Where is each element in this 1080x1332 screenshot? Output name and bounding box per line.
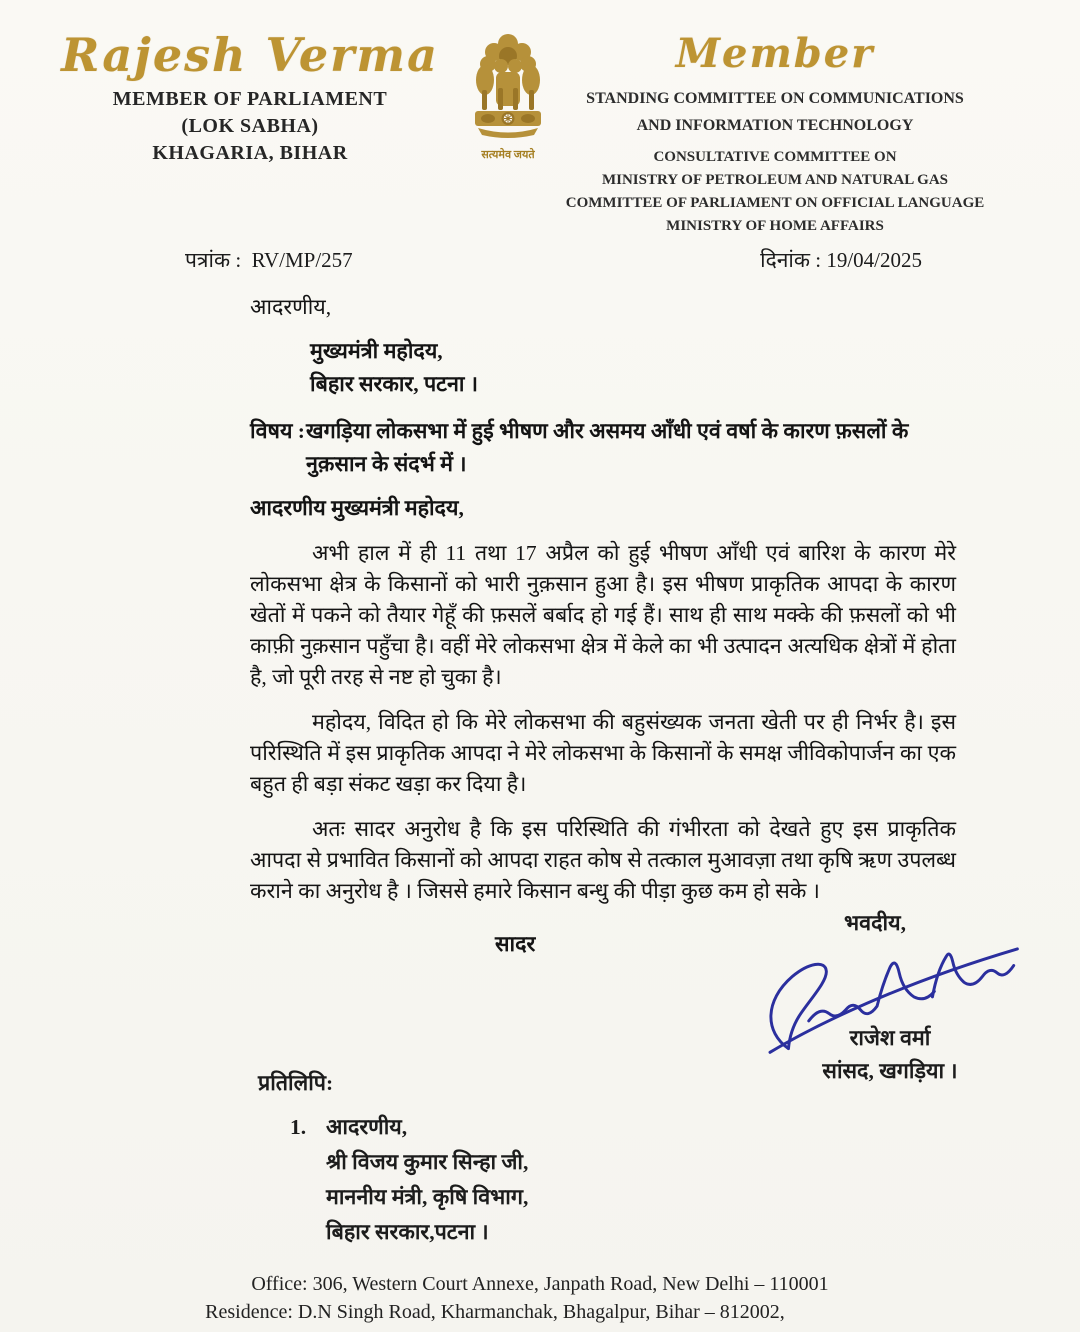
- lion-capital-icon: [458, 26, 558, 144]
- mp-name-script: Rajesh Verma: [61, 28, 439, 82]
- letter-body: [250, 292, 956, 960]
- paragraph-1: अभी हाल में ही 11 तथा 17 अप्रैल को हुई भीषण आँधी एवं बारिश के कारण मेरे लोकसभा क्षेत्र के किसानों को भारी नुक़सान हुआ है। इस भीषण प्राकृतिक आपदा के कारण खेतों में पकने को तैयार गेहूँ की फ़सलें बर्बाद हो गई हैं। साथ ही साथ मक्के की फ़सलों को भी काफ़ी नुक़सान पहुँचा है। वहीं मेरे लोकसभा क्षेत्र में केले का भी उत्पादन अत्यधिक क्षेत्रों में होता है, जो पूरी तरह से नष्ट हो चुका है।: [250, 541, 956, 689]
- paragraph-3: अतः सादर अनुरोध है कि इस परिस्थिति की गंभीरता को देखते हुए इस प्राकृतिक आपदा से प्रभावित किसानों को आपदा राहत कोष से तत्काल मुआवज़ा तथा कृषि ऋण उपलब्ध कराने का अनुरोध है । जिससे हमारे किसान बन्धु की पीड़ा कुछ कम हो सके ।: [250, 817, 956, 903]
- copy-label: प्रतिलिपि:: [258, 1071, 334, 1095]
- subject-block: [250, 415, 956, 481]
- footer-address: [0, 1270, 1080, 1326]
- copy-item: [258, 1110, 528, 1250]
- copy-line: आदरणीय,: [326, 1115, 408, 1139]
- letterhead-left: [60, 28, 440, 166]
- signer-name: राजेश वर्मा: [849, 1026, 931, 1050]
- signature-block: [770, 908, 1010, 1085]
- copy-line: माननीय मंत्री, कृषि विभाग,: [326, 1185, 529, 1209]
- closing-yours: भवदीय,: [844, 911, 906, 935]
- committee-line: MINISTRY OF PETROLEUM AND NATURAL GAS: [601, 172, 949, 188]
- committee-line: STANDING COMMITTEE ON COMMUNICATIONS: [586, 90, 964, 107]
- recipient-line: बिहार सरकार, पटना ।: [310, 372, 479, 396]
- letter-no-label: पत्रांक :: [185, 248, 242, 272]
- handwritten-signature-icon: [750, 936, 1030, 1056]
- recipient-salutation: आदरणीय,: [250, 295, 332, 319]
- copy-item-number: 1.: [290, 1115, 307, 1139]
- subject-text: खगड़िया लोकसभा में हुई भीषण और असमय आँधी एवं वर्षा के कारण फ़सलों के नुक़सान के संदर्भ में ।: [306, 419, 909, 476]
- date-label: दिनांक :: [760, 248, 822, 272]
- member-script-title: Member: [675, 30, 875, 77]
- signer-title: सांसद, खगड़िया ।: [822, 1059, 958, 1083]
- date-value: 19/04/2025: [826, 248, 922, 272]
- copy-line: श्री विजय कुमार सिन्हा जी,: [326, 1150, 529, 1174]
- paragraph-2: महोदय, विदित हो कि मेरे लोकसभा की बहुसंख्यक जनता खेती पर ही निर्भर है। इस परिस्थिति में इस प्राकृतिक आपदा ने मेरे लोकसभा के किसानों के समक्ष जीविकोपार्जन का एक बहुत ही बड़ा संकट खड़ा कर दिया है।: [250, 710, 956, 796]
- committee-line: COMMITTEE OF PARLIAMENT ON OFFICIAL LANGUAGE: [565, 195, 985, 211]
- subject-label: विषय :: [250, 419, 305, 443]
- residence-address: Residence: D.N Singh Road, Kharmanchak, Bhagalpur, Bihar – 812002,: [205, 1301, 785, 1323]
- committee-line: CONSULTATIVE COMMITTEE ON: [653, 149, 897, 165]
- mp-house: (LOK SABHA): [181, 115, 319, 137]
- copy-section: [258, 1066, 528, 1250]
- committee-line: MINISTRY OF HOME AFFAIRS: [666, 218, 884, 234]
- greeting: आदरणीय मुख्यमंत्री महोदय,: [250, 496, 464, 520]
- regards: सादर: [495, 932, 536, 956]
- recipient-line: मुख्यमंत्री महोदय,: [310, 339, 443, 363]
- letterhead-right: [545, 30, 1005, 238]
- copy-line: बिहार सरकार,पटना ।: [326, 1220, 489, 1244]
- emblem-motto: सत्यमेव जयते: [481, 149, 535, 161]
- mp-designation: MEMBER OF PARLIAMENT: [112, 88, 388, 110]
- committee-line: AND INFORMATION TECHNOLOGY: [636, 117, 914, 134]
- mp-constituency: KHAGARIA, BIHAR: [152, 142, 348, 164]
- office-address: Office: 306, Western Court Annexe, Janpath Road, New Delhi – 110001: [251, 1273, 829, 1295]
- letter-no-value: RV/MP/257: [251, 248, 353, 272]
